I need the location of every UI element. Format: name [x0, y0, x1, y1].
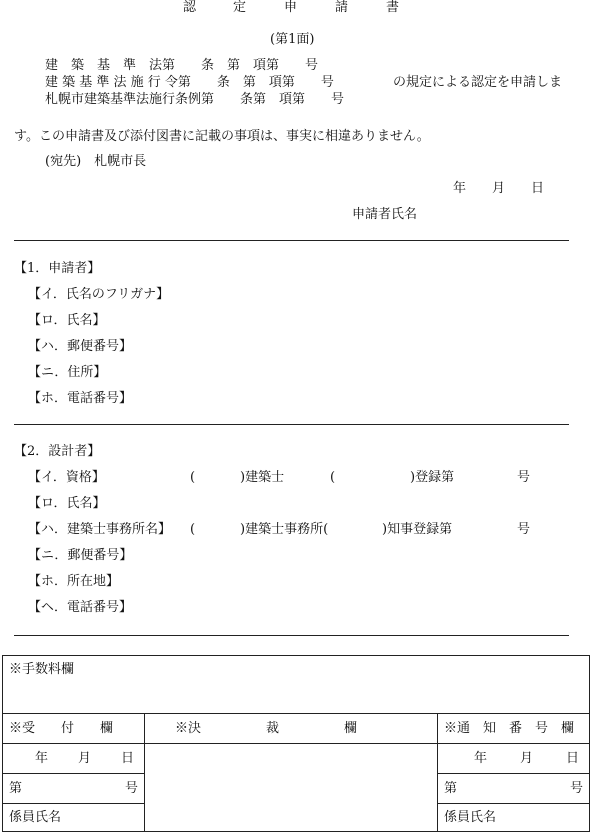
form-title	[0, 0, 591, 16]
section1-item: 【ロ．氏名】	[28, 313, 106, 328]
office-part: 号	[517, 522, 531, 537]
decision-header: ※決 裁 欄	[145, 714, 438, 744]
day-label: 日	[566, 750, 580, 766]
section2-heading: 【2．設計者】	[14, 444, 101, 459]
section1-item: 【ホ．電話番号】	[28, 391, 133, 406]
number-prefix-label: 第	[444, 780, 458, 796]
notice-header: ※通 知 番 号 欄	[438, 714, 590, 744]
section2-item: 【ロ．氏名】	[28, 496, 106, 511]
section2-item: 【ハ．建築士事務所名】	[28, 522, 172, 537]
qual-part: (	[330, 470, 336, 485]
application-text-1: の規定による認定を申請しま	[393, 75, 563, 90]
month-label: 月	[520, 750, 534, 766]
year-label: 年	[35, 750, 49, 766]
year-label: 年	[474, 750, 488, 766]
number-suffix-label: 号	[570, 780, 584, 796]
divider	[14, 424, 569, 425]
section1-item: 【ハ．郵便番号】	[28, 339, 133, 354]
section2-item: 【ニ．郵便番号】	[28, 548, 133, 563]
law-line-order: 建 築 基 準 法 施 行 令第 条 第 項第 号	[45, 75, 334, 90]
qual-part: 号	[517, 470, 531, 485]
reception-number-cell[interactable]	[3, 774, 145, 804]
section2-item: 【ヘ．電話番号】	[28, 600, 133, 615]
number-prefix-label: 第	[9, 780, 23, 796]
number-suffix-label: 号	[124, 780, 138, 796]
application-text-2: す。この申請書及び添付図書に記載の事項は、事実に相違ありません。	[14, 129, 430, 144]
law-line-ordinance: 札幌市建築基準法施行条例第 条第 項第 号	[45, 92, 345, 107]
title-char: 請	[335, 0, 349, 15]
office-part: )建築士事務所(	[240, 522, 329, 537]
notice-date-cell[interactable]	[438, 744, 590, 774]
reception-clerk-cell[interactable]: 係員氏名	[3, 804, 145, 832]
section2-item: 【ホ．所在地】	[28, 574, 120, 589]
title-char: 申	[284, 0, 298, 15]
date-line: 年 月 日	[453, 181, 545, 196]
divider	[14, 240, 569, 241]
fee-table	[2, 655, 590, 832]
section1-item: 【ニ．住所】	[28, 365, 107, 380]
reception-date-cell[interactable]	[3, 744, 145, 774]
divider	[14, 635, 569, 636]
title-char: 書	[386, 0, 400, 15]
fee-cell[interactable]: ※手数料欄	[3, 656, 590, 714]
addressee: (宛先) 札幌市長	[45, 154, 147, 169]
office-part: )知事登録第	[382, 522, 453, 537]
day-label: 日	[120, 750, 134, 766]
title-char: 認	[183, 0, 197, 15]
notice-clerk-cell[interactable]: 係員氏名	[438, 804, 590, 832]
page-label: (第1面)	[270, 32, 315, 47]
reception-header: ※受 付 欄	[3, 714, 145, 744]
law-line-act: 建 築 基 準 法第 条 第 項第 号	[45, 58, 319, 73]
notice-number-cell[interactable]	[438, 774, 590, 804]
section1-heading: 【1．申請者】	[14, 261, 101, 276]
office-part: (	[190, 522, 196, 537]
month-label: 月	[77, 750, 91, 766]
title-char: 定	[233, 0, 247, 15]
applicant-name-label: 申請者氏名	[352, 207, 418, 222]
decision-cell[interactable]	[145, 744, 438, 832]
qual-part: (	[190, 470, 196, 485]
section2-item: 【イ．資格】	[28, 470, 105, 485]
section1-item: 【イ．氏名のフリガナ】	[28, 287, 170, 302]
qual-part: )建築士	[240, 470, 285, 485]
qual-part: )登録第	[410, 470, 455, 485]
